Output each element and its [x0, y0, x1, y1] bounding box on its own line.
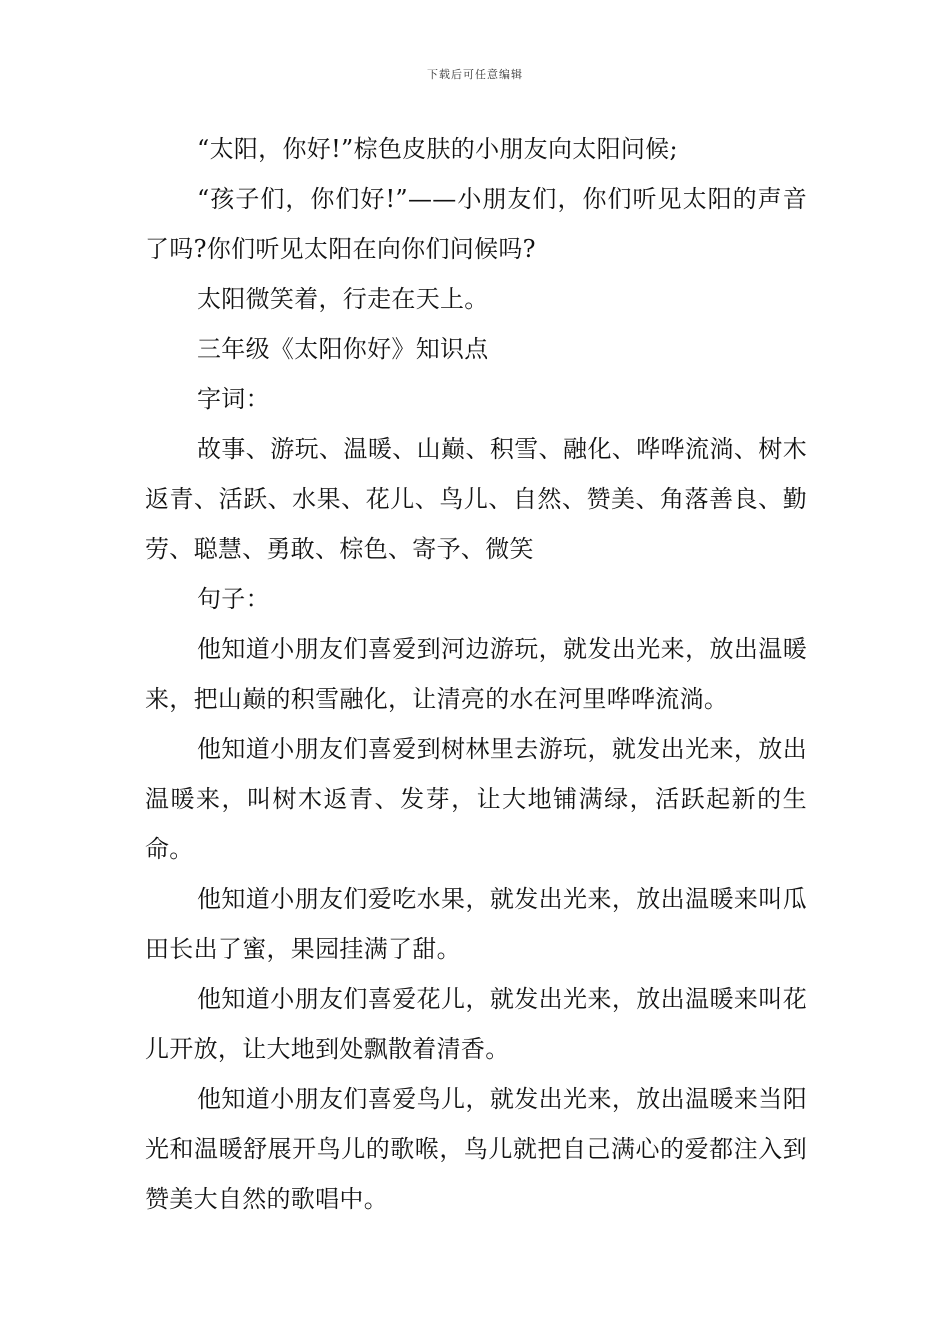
paragraph: 他知道小朋友们喜爱到河边游玩，就发出光来，放出温暖来，把山巅的积雪融化，让清亮的水在河里哗哗流淌。 — [145, 635, 807, 713]
document-body — [145, 124, 807, 1224]
subheading-words: 字词： — [197, 385, 270, 413]
paragraph: 他知道小朋友们喜爱鸟儿，就发出光来，放出温暖来当阳光和温暖舒展开鸟儿的歌喉，鸟儿就把自己满心的爱都注入到赞美大自然的歌唱中。 — [145, 1085, 807, 1213]
paragraph: 他知道小朋友们爱吃水果，就发出光来，放出温暖来叫瓜田长出了蜜，果园挂满了甜。 — [145, 885, 807, 963]
word-list: 故事、游玩、温暖、山巅、积雪、融化、哗哗流淌、树木返青、活跃、水果、花儿、鸟儿、自然、赞美、角落善良、勤劳、聪慧、勇敢、棕色、寄予、微笑 — [145, 435, 807, 563]
paragraph: 太阳微笑着，行走在天上。 — [197, 285, 489, 313]
paragraph: “孩子们，你们好!”——小朋友们，你们听见太阳的声音了吗?你们听见太阳在向你们问候吗? — [145, 185, 807, 263]
paragraph: 他知道小朋友们喜爱到树林里去游玩，就发出光来，放出温暖来，叫树木返青、发芽，让大地铺满绿，活跃起新的生命。 — [145, 735, 807, 863]
section-title: 三年级《太阳你好》知识点 — [197, 335, 489, 363]
paragraph: 他知道小朋友们喜爱花儿，就发出光来，放出温暖来叫花儿开放，让大地到处飘散着清香。 — [145, 985, 807, 1063]
subheading-sentences: 句子： — [197, 585, 270, 613]
paragraph: “太阳，你好!”棕色皮肤的小朋友向太阳问候; — [197, 135, 678, 163]
page-header: 下载后可任意编辑 — [427, 68, 523, 81]
